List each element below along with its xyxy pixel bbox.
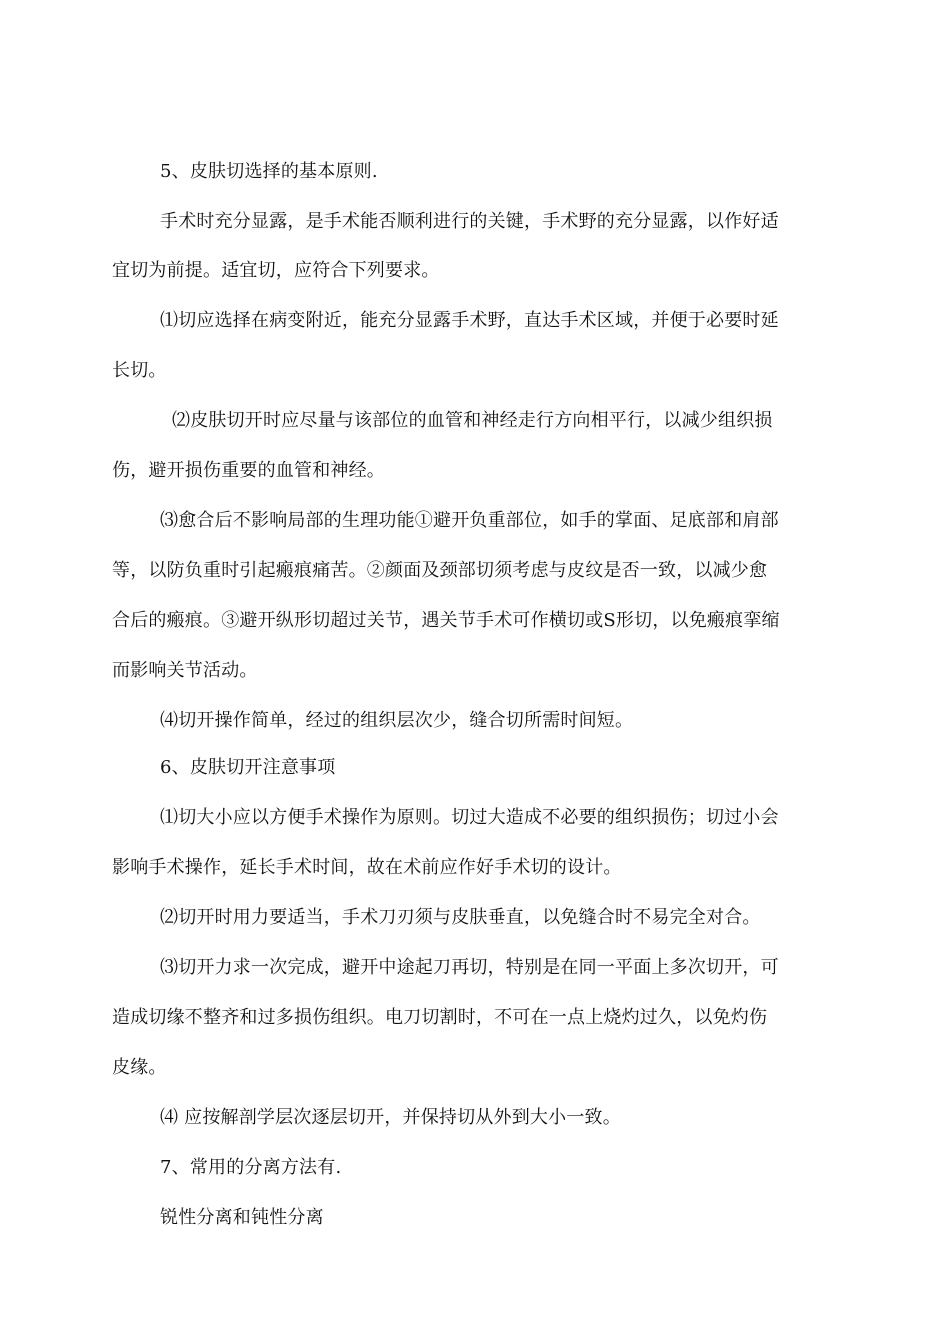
paragraph-line: 手术时充分显露，是手术能否顺利进行的关键，手术野的充分显露，以作好适 [160, 211, 779, 232]
paragraph-line: ⑶切开力求一次完成，避开中途起刀再切，特别是在同一平面上多次切开，可 [160, 957, 779, 978]
paragraph-line: 等，以防负重时引起瘢痕痛苦。②颜面及颈部切须考虑与皮纹是否一致，以减少愈 [112, 560, 768, 581]
paragraph-line: ⑵切开时用力要适当，手术刀刃须与皮肤垂直，以免缝合时不易完全对合。 [160, 907, 761, 928]
paragraph-line: 影响手术操作，延长手术时间，故在术前应作好手术切的设计。 [112, 857, 622, 878]
paragraph-line: ⑷ 应按解剖学层次逐层切开，并保持切从外到大小一致。 [160, 1107, 621, 1128]
section-heading-7: 7、常用的分离方法有. [160, 1157, 342, 1178]
paragraph-line: 宜切为前提。适宜切，应符合下列要求。 [112, 260, 440, 281]
paragraph-line: 锐性分离和钝性分离 [160, 1207, 324, 1228]
paragraph-line: 皮缘。 [112, 1057, 167, 1078]
paragraph-line: 合后的瘢痕。③避开纵形切超过关节，遇关节手术可作横切或S形切，以免瘢痕挛缩 [112, 610, 780, 631]
paragraph-line: ⑶愈合后不影响局部的生理功能①避开负重部位，如手的掌面、足底部和肩部 [160, 510, 779, 531]
paragraph-line: ⑴切应选择在病变附近，能充分显露手术野，直达手术区域，并便于必要时延 [160, 310, 779, 331]
section-heading-5: 5、皮肤切选择的基本原则. [160, 161, 378, 182]
section-heading-6: 6、皮肤切开注意事项 [160, 757, 336, 778]
paragraph-line: 而影响关节活动。 [112, 660, 258, 681]
paragraph-line: 长切。 [112, 360, 167, 381]
paragraph-line: 伤，避开损伤重要的血管和神经。 [112, 460, 385, 481]
paragraph-line: ⑷切开操作简单，经过的组织层次少，缝合切所需时间短。 [160, 710, 634, 731]
paragraph-line: ⑴切大小应以方便手术操作为原则。切过大造成不必要的组织损伤；切过小会 [160, 807, 779, 828]
paragraph-line: 造成切缘不整齐和过多损伤组织。电刀切割时，不可在一点上烧灼过久，以免灼伤 [112, 1007, 768, 1028]
paragraph-line: ⑵皮肤切开时应尽量与该部位的血管和神经走行方向相平行，以减少组织损 [172, 410, 773, 431]
